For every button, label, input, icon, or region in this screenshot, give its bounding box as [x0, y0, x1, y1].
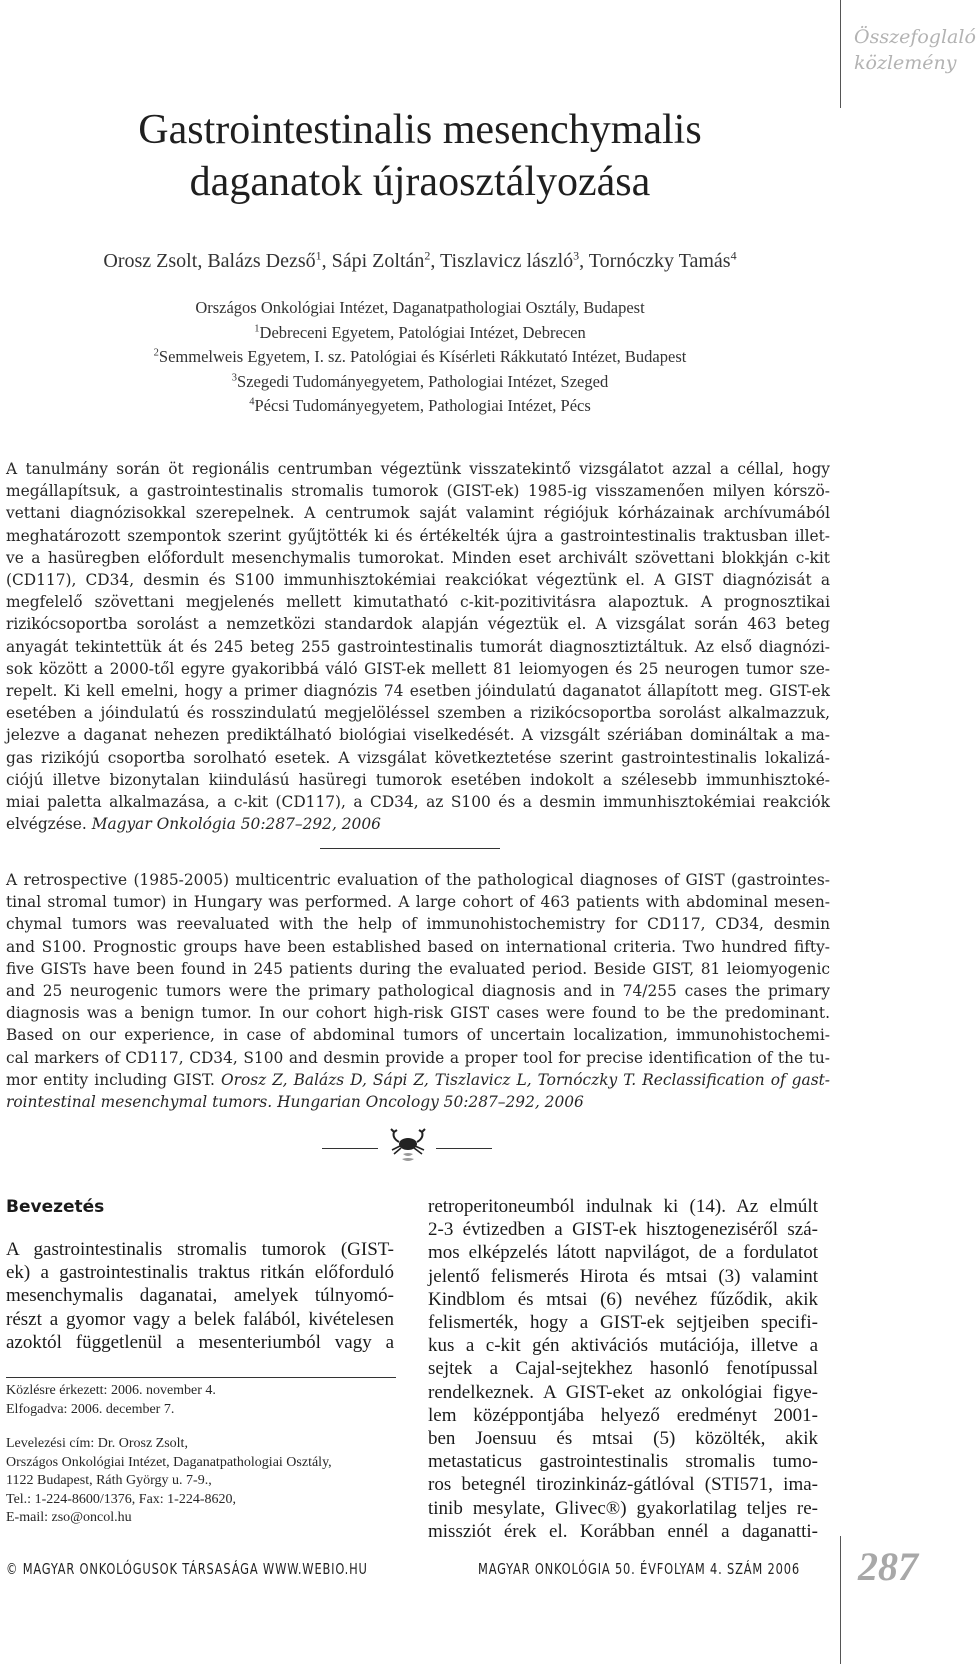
body-line: ros betegnél tirozinkináz-gátlóval (STI571, ima-: [428, 1474, 818, 1496]
affiliation: Országos Onkológiai Intézet, Daganatpathologiai Osztály, Budapest: [195, 298, 645, 317]
affiliation: $^4$Pécsi Tudományegyetem, Pathologiai Intézet, Pécs: [249, 396, 591, 415]
abstract-line: ve a hasüregben előfordult mesenchymalis tumorokat. Minden eset archivált szövettani blokkján c-kit: [6, 548, 830, 567]
abstract-line: esetében a jóindulatú és rosszindulatú megjelöléssel szemben a rizikócsoportba sorolást alkalmazzuk,: [6, 704, 830, 723]
contact-line: 1122 Budapest, Ráth György u. 7-9.,: [6, 1473, 212, 1489]
footnote-contact: [6, 1435, 396, 1528]
body-line: felismerték, hogy a GIST-ek sejtjeiben specifi-: [428, 1312, 818, 1334]
margin-rule-bottom: [840, 1536, 841, 1664]
body-line: A gastrointestinalis stromalis tumorok (GIST-: [6, 1239, 394, 1260]
body-line: kus a c-kit gén aktivációs mutációja, illetve a: [428, 1335, 818, 1357]
abstract-citation: Orosz Z, Balázs D, Sápi Z, Tiszlavicz L, Tornóczky T. Reclassification of gast-: [220, 1070, 830, 1089]
abstract-line: Based on our experience, in case of abdominal tumors of uncertain localization, immunohistochemi-: [6, 1026, 830, 1045]
body-line: ben Joensuu és mtsai (5) közölték, akik: [428, 1428, 818, 1450]
body-line: metastaticus gastrointestinalis stromalis tumo-: [428, 1451, 818, 1473]
contact-email: E-mail: zso@oncol.hu: [6, 1510, 132, 1526]
body-line: azoktól függetlenül a mesenteriumból vagy a: [6, 1331, 394, 1353]
abstract-line: megállapítsuk, a gastrointestinalis stromalis tumorok (GIST-ek) 1985-ig visszamenően milyen kórszö-: [6, 482, 830, 501]
intro-text-left: [6, 1238, 394, 1354]
body-line: retroperitoneumból indulnak ki (14). Az elmúlt: [428, 1196, 818, 1217]
abstract-line: rizikócsoportba sorolást a nemzetközi standardok alapján végeztük el. A vizsgálat során 463 beteg: [6, 615, 830, 634]
abstract-line: miai paletta alkalmazása, a c-kit (CD117), a CD34, az S100 és a desmin immunhisztokémiai reakciók: [6, 793, 830, 812]
affiliation: $^3$Szegedi Tudományegyetem, Pathologiai Intézet, Szeged: [231, 371, 609, 391]
author-name: Balázs Dezső: [207, 250, 316, 272]
abstract-line: cal markers of CD117, CD34, S100 and desmin provide a proper tool for precise identification of the tu-: [6, 1048, 830, 1067]
contact-line: Tel.: 1-224-8600/1376, Fax: 1-224-8620,: [6, 1491, 236, 1507]
ornament-rule-left: [322, 1148, 378, 1149]
intro-left-column: [6, 1196, 394, 1354]
abstract-line: and 25 neurogenic tumors were the primary pathological diagnosis and in 74/255 cases the primary: [6, 982, 830, 1001]
abstract-citation: Magyar Onkológia 50:287–292, 2006: [91, 815, 381, 834]
abstract-line: ciójú illetve bizonytalan kiindulású hasüregi tumorok esetében indokolt a szélesebb immunhisztoké-: [6, 770, 830, 789]
body-line: 2-3 évtizedben a GIST-ek hisztogeneziséről szá-: [428, 1219, 818, 1241]
author-affil-mark: 1: [315, 248, 322, 263]
body-line: részt a gyomor vagy a belek falából, kivételesen: [6, 1308, 394, 1330]
author-affil-mark: 3: [573, 248, 580, 263]
intro-right-column: [428, 1195, 818, 1543]
abstract-english: [6, 869, 830, 1113]
author-affil-mark: 2: [424, 248, 431, 263]
body-line: missziót érek el. Korábban ennél a daganatti-: [428, 1520, 818, 1542]
body-line: lem középpontjába helyező eredményt 2001-: [428, 1404, 818, 1426]
abstract-line-last: [6, 1091, 830, 1113]
margin-rule-top: [840, 0, 841, 108]
author-list: Orosz Zsolt, Balázs Dezső$^1$, Sápi Zoltán$^2$, Tiszlavicz lászló$^3$, Tornóczky Tamás$^4$: [103, 248, 737, 272]
author-name: Tornóczky Tamás: [588, 250, 731, 272]
abstract-line: megfelelő szövettani megjelenés mellett kimutatható c-kit-pozitivitásra alapoztuk. A prognosztikai: [6, 593, 830, 612]
body-line: jelentő felismerés Hirota és mtsai (3) valamint: [428, 1265, 818, 1287]
abstract-line: anyagát tekintettük át és 245 beteg 255 gastrointestinalis tumorát diagnosztiztáltuk. Az első diagnózi-: [6, 637, 830, 656]
abstract-line: jelezve a daganat nehezen prediktálható biológiai viselkedését. A vizsgált szériában domináltak a ma-: [6, 726, 830, 745]
body-line: sejtek a Cajal-sejtekhez hasonló fenotípussal: [428, 1358, 818, 1380]
body-line: rendelkeznek. A GIST-eket az onkológiai figye-: [428, 1381, 818, 1403]
section-tag-line-1: Összefoglaló: [854, 26, 976, 48]
abstract-line-last: elvégzése. Magyar Onkológia 50:287–292, 2006: [6, 815, 381, 834]
abstract-line: five GISTs have been found in 245 patients during the evaluated period. Beside GIST, 81 leiomyogenic: [6, 959, 830, 978]
crab-icon: [386, 1128, 430, 1166]
author-name: Tiszlavicz lászló: [440, 250, 574, 272]
body-line: mesenchymalis daganatai, amelyek túlnyomó-: [6, 1285, 394, 1307]
abstract-line: A retrospective (1985-2005) multicentric evaluation of the pathological diagnoses of GIST (gastrointes-: [6, 871, 830, 889]
contact-line: Országos Onkológiai Intézet, Daganatpathologiai Osztály,: [6, 1454, 332, 1470]
page-number: 287: [858, 1544, 918, 1589]
title-line-1: Gastrointestinalis mesenchymalis: [138, 107, 702, 153]
section-tag-line-2: közlemény: [854, 52, 957, 74]
body-line: mos elképzelés látott napvilágot, de a fordulatot: [428, 1242, 818, 1264]
author-affil-mark: 4: [730, 248, 737, 263]
section-tag: [854, 24, 976, 76]
body-line: Kindblom és mtsai (6) nevéhez fűződik, akik: [428, 1288, 818, 1310]
abstract-line: gas rizikójú csoportba sorolható esetek. A vizsgálat következtetése szerint gastrointestinalis lokalizá-: [6, 748, 830, 767]
abstract-line: and S100. Prognostic groups have been established based on international criteria. Two hundred fifty-: [6, 937, 830, 956]
accepted-date: Elfogadva: 2006. december 7.: [6, 1401, 175, 1417]
abstract-line: diagnosis was a benign tumor. In our cohort high-risk GIST cases were found to be the predominant.: [6, 1004, 830, 1023]
abstract-line: meghatározott szempontok szerint gyűjtötték ki és értékelték újra a gastrointestinalis traktusban illet-: [6, 526, 830, 545]
abstract-line: A tanulmány során öt regionális centrumban végeztünk visszatekintő vizsgálatot azzal a céllal, hogy: [6, 460, 830, 478]
footnote-rule: [6, 1377, 396, 1378]
affiliation: $^1$Debreceni Egyetem, Patológiai Intézet, Debrecen: [254, 322, 586, 342]
abstract-hungarian: [6, 458, 830, 835]
section-heading: Bevezetés: [6, 1197, 105, 1217]
abstract-line: vettani diagnózisokkal szerepelnek. A centrumok saját valamint régiójuk kórházainak archívumából: [6, 504, 830, 523]
received-date: Közlésre érkezett: 2006. november 4.: [6, 1383, 216, 1398]
author-name: Orosz Zsolt: [103, 250, 198, 272]
abstract-line: (CD117), CD34, desmin és S100 immunhisztokémiai reakciókat végeztünk el. A GIST diagnózisát a: [6, 571, 830, 590]
abstract-line: tinal stromal tumor) in Hungary was performed. A large cohort of 463 patients with abdominal mesen-: [6, 893, 830, 912]
footnote-dates: [6, 1382, 396, 1419]
abstract-line: sok között a 2000-től egyre gyakoribbá váló GIST-ek mellett 81 leiomyogen és 25 neurogen tumor sze-: [6, 659, 830, 678]
abstract-line: chymal tumors was reevaluated with the help of immunohistochemistry for CD117, CD34, desmin: [6, 915, 830, 934]
abstract-citation: rointestinal mesenchymal tumors. Hungarian Oncology 50:287–292, 2006: [6, 1093, 584, 1112]
footer-journal: MAGYAR ONKOLÓGIA 50. ÉVFOLYAM 4. SZÁM 2006: [478, 1560, 800, 1578]
section-divider: [320, 848, 500, 849]
body-line: tinib mesylate, Glivec®) gyakorlatilag teljes re-: [428, 1497, 818, 1519]
title-line-2: daganatok újraosztályozása: [189, 159, 651, 205]
abstract-line: mor entity including GIST. Orosz Z, Balázs D, Sápi Z, Tiszlavicz L, Tornóczky T. Reclassification of gast-: [6, 1070, 830, 1089]
body-line: ek) a gastrointestinalis traktus ritkán előforduló: [6, 1262, 394, 1284]
contact-line: Levelezési cím: Dr. Orosz Zsolt,: [6, 1436, 188, 1451]
article-title: [0, 104, 840, 208]
affiliation: $^2$Semmelweis Egyetem, I. sz. Patológiai és Kísérleti Rákkutató Intézet, Budapest: [153, 347, 687, 366]
footer-society: © MAGYAR ONKOLÓGUSOK TÁRSASÁGA WWW.WEBIO.HU: [6, 1560, 368, 1578]
abstract-line: repelt. Ki kell emelni, hogy a primer diagnózis 74 esetben jóindulatú daganatot állapított meg. GIST-ek: [6, 682, 830, 701]
affiliation-list: [0, 296, 840, 419]
ornament-rule-right: [436, 1148, 492, 1149]
author-name: Sápi Zoltán: [331, 250, 425, 272]
